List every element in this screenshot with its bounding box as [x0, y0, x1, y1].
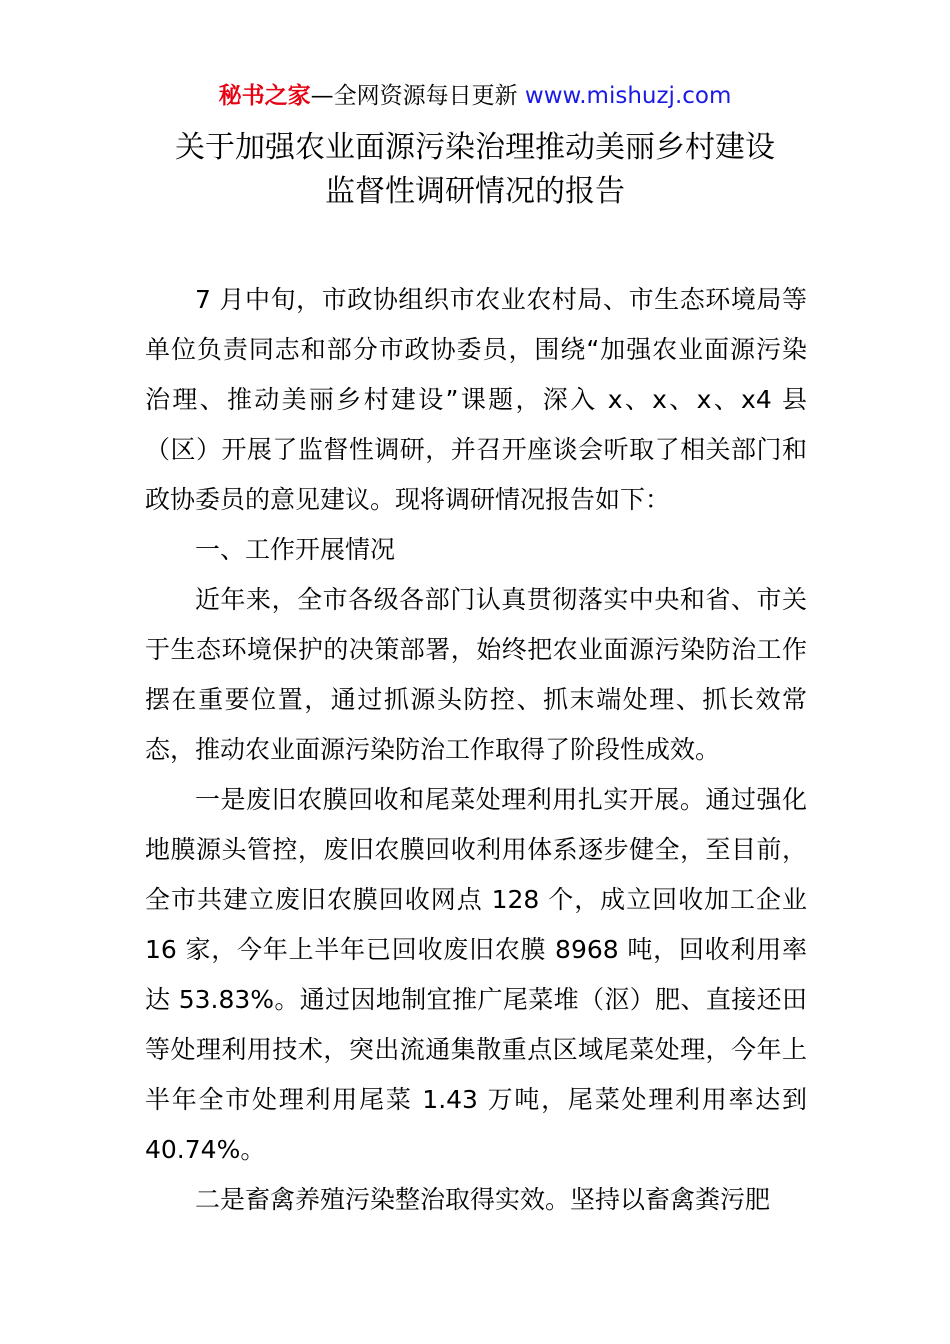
document-title-line-1: 关于加强农业面源污染治理推动美丽乡村建设	[175, 130, 775, 165]
paragraph-overview: 近年来，全市各级各部门认真贯彻落实中央和省、市关于生态环境保护的决策部署，始终把农业面源污染防治工作摆在重要位置，通过抓源头防控、抓末端处理、抓长效常态，推动农业面源污染防治工作取得了阶段性成效。	[145, 585, 807, 764]
site-tagline: —全网资源每日更新	[310, 83, 525, 109]
document-body	[145, 275, 807, 1225]
document-title-line-2: 监督性调研情况的报告	[325, 174, 625, 209]
paragraph-point-one: 一是废旧农膜回收和尾菜处理利用扎实开展。通过强化地膜源头管控，废旧农膜回收利用体系逐步健全，至目前，全市共建立废旧农膜回收网点 128 个，成立回收加工企业 16 家，今年上半年已回收废旧农膜 8968 吨，回收利用率达 53.83%。通过因地制宜推广尾菜堆（沤）肥、直接还田等处理利用技术，突出流通集散重点区域尾菜处理，今年上半年全市处理利用尾菜 1.43 万吨，尾菜处理利用率达到 40.74%。	[145, 785, 807, 1164]
section-heading-work-status: 一、工作开展情况	[195, 535, 396, 564]
document-title	[0, 126, 950, 214]
site-url-link[interactable]: www.mishuzj.com	[524, 83, 732, 109]
paragraph-point-two: 二是畜禽养殖污染整治取得实效。坚持以畜禽粪污肥	[195, 1185, 771, 1214]
paragraph-intro: 7 月中旬，市政协组织市农业农村局、市生态环境局等单位负责同志和部分市政协委员，围绕“加强农业面源污染治理、推动美丽乡村建设”课题，深入 x、x、x、x4 县（区）开展了监督性调研，并召开座谈会听取了相关部门和政协委员的意见建议。现将调研情况报告如下：	[145, 285, 807, 514]
site-header	[0, 80, 950, 112]
site-brand: 秘书之家	[218, 83, 311, 109]
